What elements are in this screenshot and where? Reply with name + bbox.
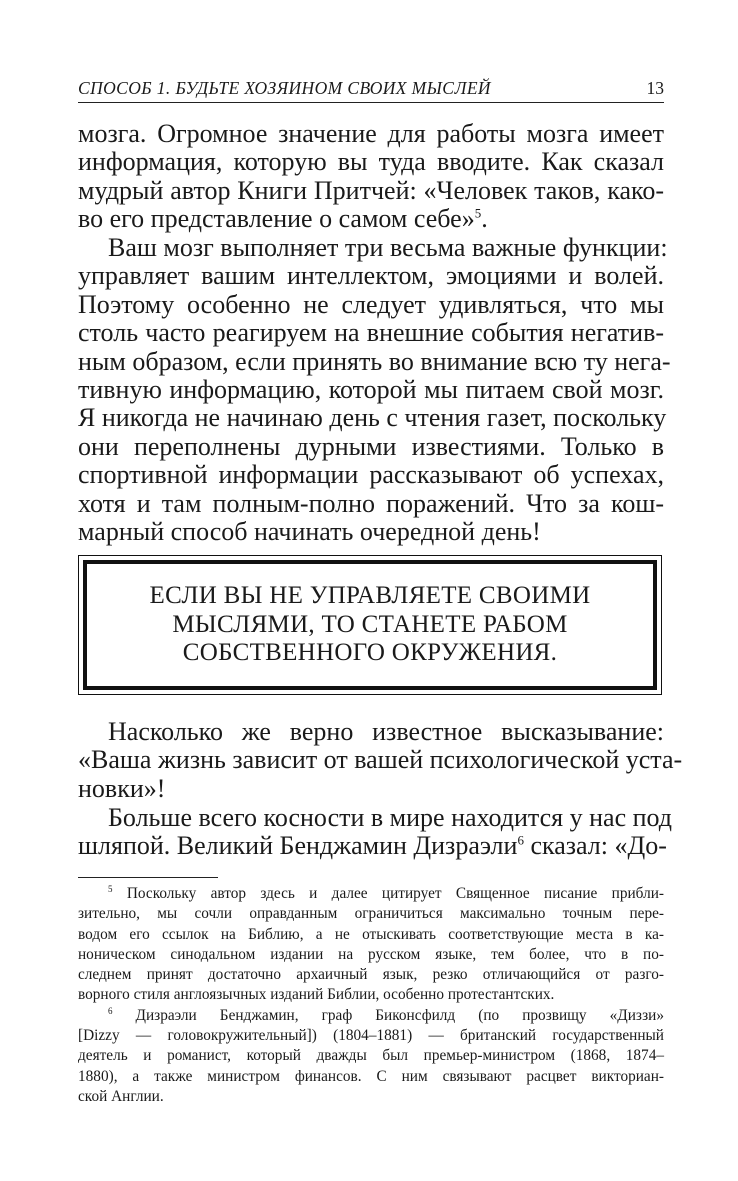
footnote-ref-5: 5 — [474, 205, 482, 221]
text-line: марный способ начинать очередной день! — [78, 516, 541, 546]
footnote-line: деятель и романист, который дважды был премьер-министром (1868, 1874– — [78, 1047, 664, 1065]
footnote-separator — [78, 877, 218, 878]
text-line: управляет вашим интеллектом, эмоциями и волей. — [78, 261, 664, 291]
callout-box — [78, 555, 662, 695]
callout-line: ЕСЛИ ВЫ НЕ УПРАВЛЯЕТЕ СВОИМИ — [149, 582, 591, 610]
text-line: Больше всего косности в мире находится у нас под — [108, 803, 673, 832]
paragraph-continued — [78, 120, 664, 234]
text-line: мозга. Огромное значение для работы мозга имеет — [78, 119, 664, 148]
footnote-line: ноническом синодальном издании на русском языке, тем более, что в по- — [78, 945, 664, 963]
footnotes — [78, 884, 664, 1107]
text-line: столь часто реагируем на внешние события негатив- — [78, 318, 664, 348]
footnote-line: следнем принят достаточно архаичный язык, резко отличающийся от разго- — [78, 966, 664, 984]
text-line: Ваш мозг выполняет три весьма важные функции: — [108, 233, 668, 262]
running-title: СПОСОБ 1. БУДЬТЕ ХОЗЯИНОМ СВОИХ МЫСЛЕЙ — [78, 78, 491, 98]
text-line: Насколько же верно известное высказывание: — [108, 717, 664, 746]
paragraph — [78, 717, 683, 803]
paragraph — [78, 233, 671, 546]
running-header — [78, 78, 664, 103]
text-line: мудрый автор Книги Притчей: «Человек таков, како- — [78, 175, 664, 205]
callout-line: МЫСЛЯМИ, ТО СТАНЕТЕ РАБОМ — [172, 610, 568, 638]
text-line: «Ваша жизнь зависит от вашей психологической уста- — [78, 745, 683, 775]
footnote-ref-6: 6 — [517, 832, 524, 848]
callout-frame — [83, 560, 657, 690]
text-line: во его представление о самом себе»$^5$. — [78, 204, 488, 234]
page-number: 13 — [646, 78, 664, 98]
text-line: новки»! — [78, 773, 166, 803]
text-line: Поэтому особенно не следует удивляться, что мы — [78, 289, 664, 319]
text-line: тивную информацию, которой мы питаем свой мозг. — [78, 374, 664, 404]
text-line: спортивной информации рассказывают об успехах, — [78, 460, 664, 490]
paragraph — [78, 803, 673, 861]
footnote-line: 1880), а также министром финансов. С ним связывают расцвет викториан- — [78, 1067, 664, 1085]
text-line: они переполнены дурными известиями. Только в — [78, 431, 664, 461]
text-line: информация, которую вы туда вводите. Как сказал — [78, 147, 664, 177]
footnote-6: $^6$ Дизраэли Бенджамин, граф Биконсфилд (по прозвищу «Диззи» — [108, 1005, 664, 1024]
footnote-line: [Dizzy — головокружительный]) (1804–1881) — британский государственный — [78, 1027, 664, 1045]
callout-line: СОБСТВЕННОГО ОКРУЖЕНИЯ. — [182, 639, 558, 667]
footnote-5: $^5$ Поскольку автор здесь и далее цитирует Священное писание прибли- — [108, 883, 664, 902]
footnote-line: водом его ссылок на Библию, а не отыскивать соответствующие места в ка- — [78, 925, 664, 943]
text-line: шляпой. Великий Бенджамин Дизраэли$^6$ сказал: «До- — [78, 831, 667, 861]
text-line: хотя и там полным-полно поражений. Что за кош- — [78, 488, 664, 518]
footnote-line: ской Англии. — [78, 1087, 164, 1105]
text-line: Я никогда не начинаю день с чтения газет, поскольку — [78, 403, 667, 433]
footnote-line: зительно, мы сочли оправданным ограничиться максимально точным пере- — [78, 905, 664, 923]
text-line: ным образом, если принять во внимание всю ту нега- — [78, 346, 671, 376]
footnote-line: ворного стиля англоязычных изданий Библии, особенно протестантских. — [78, 986, 555, 1004]
callout-text — [150, 582, 591, 668]
